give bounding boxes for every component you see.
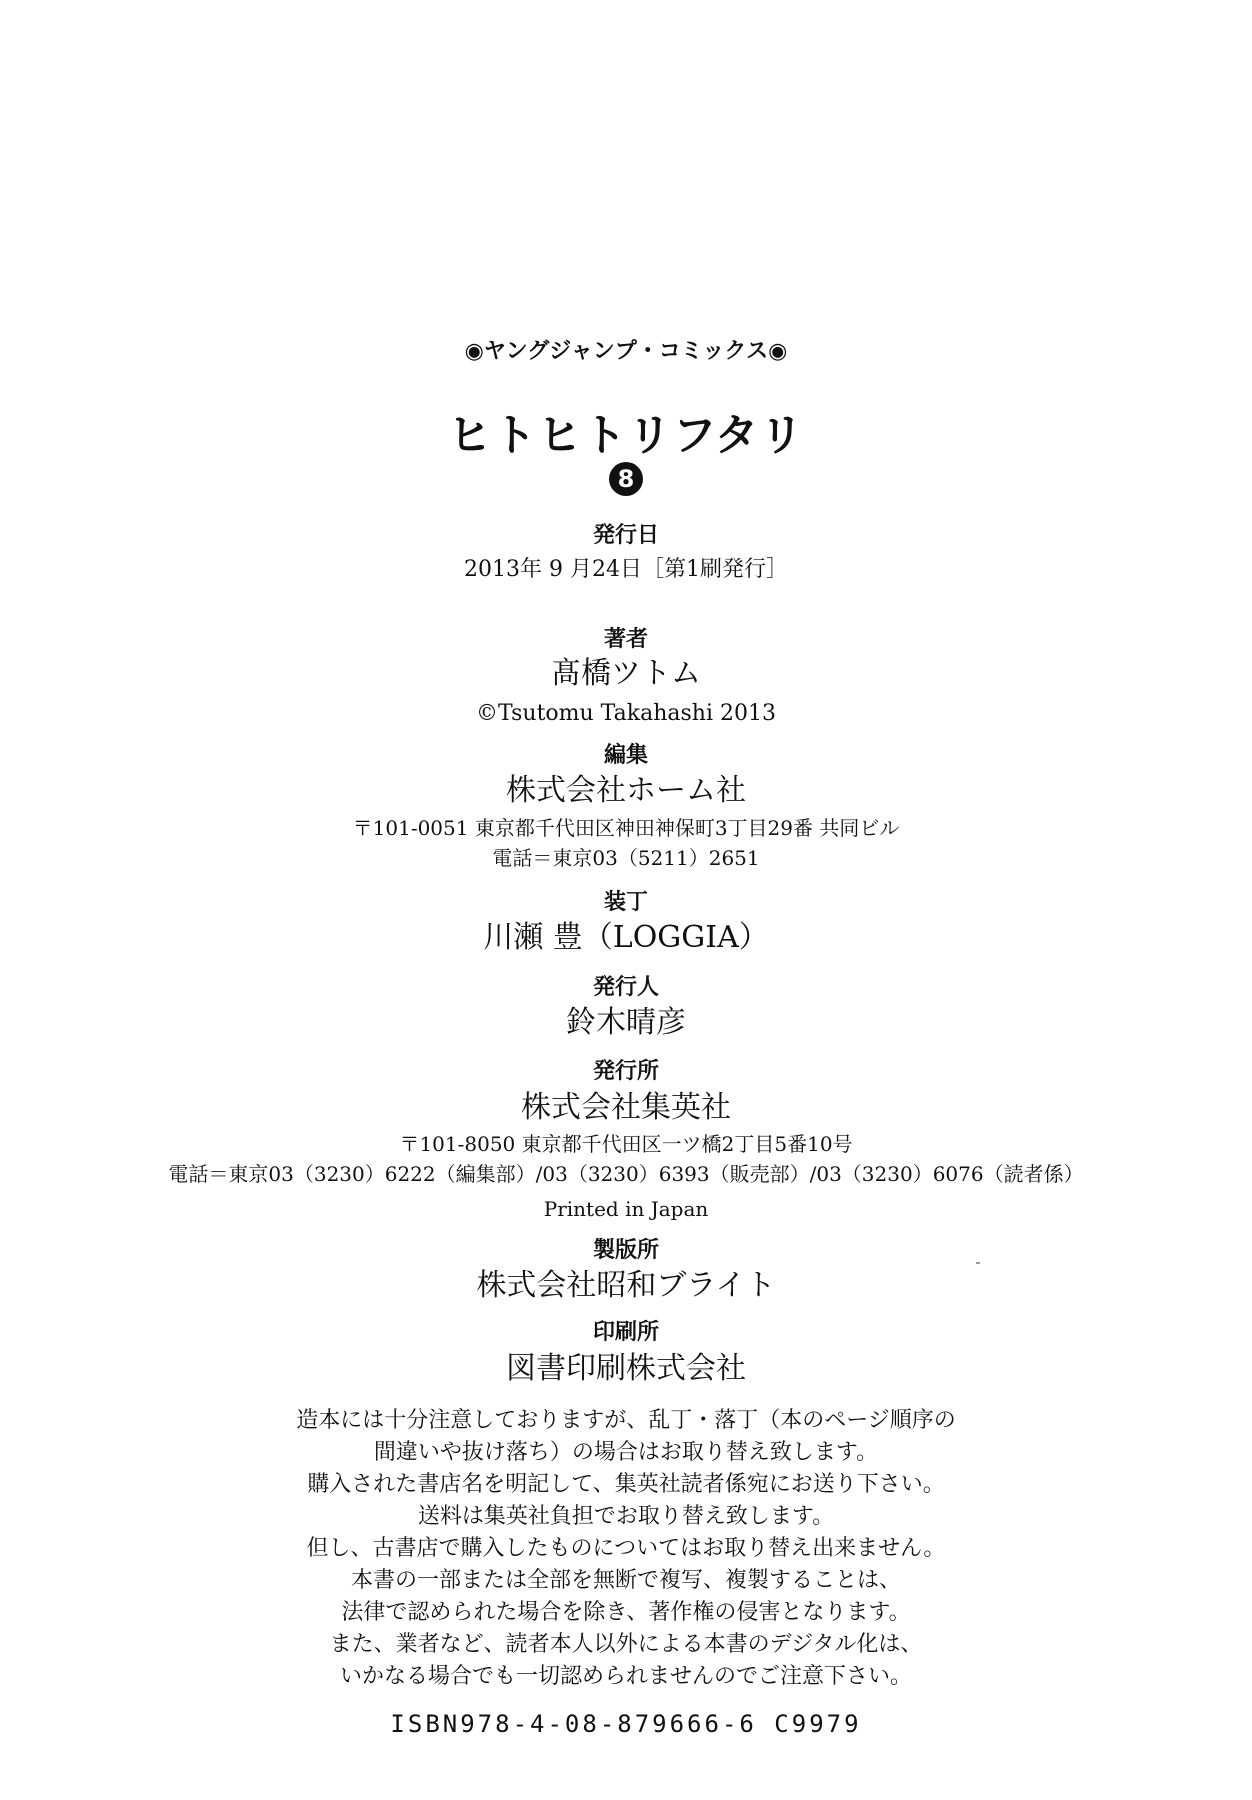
editing-company: 株式会社ホーム社 [506,773,746,808]
author-name: 髙橋ツトム [551,656,701,691]
notice-line: 本書の一部または全部を無断で複写、複製することは、 [350,1568,901,1593]
publisher-label: 発行所 [592,1059,659,1084]
scan-speck [976,1262,980,1264]
notice-line: 間違いや抜け落ち）の場合はお取り替え致します。 [373,1440,879,1465]
notice-line: 購入された書店名を明記して、集英社読者係宛にお送り下さい。 [307,1472,945,1497]
book-title: ヒトヒトリフタリ [447,410,805,461]
design-name: 川瀬 豊（LOGGIA） [483,920,769,955]
notice-line: いかなる場合でも一切認められませんのでご注意下さい。 [339,1664,912,1689]
series-label: ◉ヤングジャンプ・コミックス◉ [464,339,788,364]
editing-phone: 電話＝東京03（5211）2651 [492,846,760,870]
isbn-code: ISBN978-4-08-879666-6 C9979 [390,1710,862,1738]
notice-line: 送料は集英社負担でお取り替え致します。 [417,1504,835,1529]
printing-company: 図書印刷株式会社 [506,1351,746,1386]
editing-address: 〒101-0051 東京都千代田区神田神保町3丁目29番 共同ビル [352,816,900,840]
notice-line: 但し、古書店で購入したものについてはお取り替え出来ません。 [306,1536,946,1561]
publisher-address: 〒101-8050 東京都千代田区一ツ橋2丁目5番10号 [399,1132,853,1156]
volume-badge-wrap [0,462,1252,502]
printing-label: 印刷所 [592,1320,659,1345]
plate-making-company: 株式会社昭和ブライト [476,1268,776,1303]
publisher-company: 株式会社集英社 [521,1090,731,1125]
printed-in-japan: Printed in Japan [543,1197,709,1221]
author-label: 著者 [603,627,648,652]
publisher-person-name: 鈴木晴彦 [566,1005,686,1040]
volume-number-badge: 8 [609,462,643,496]
editing-label: 編集 [603,743,648,768]
notice-line: 造本には十分注意しておりますが、乱丁・落丁（本のページ順序の [296,1408,956,1433]
notice-line: 法律で認められた場合を除き、著作権の侵害となります。 [341,1600,911,1625]
author-copyright: ©Tsutomu Takahashi 2013 [476,701,776,726]
plate-making-label: 製版所 [592,1238,659,1263]
notice-line: また、業者など、読者本人以外による本書のデジタル化は、 [329,1632,923,1657]
publish-date-value: 2013年 9 月24日［第1刷発行］ [464,557,788,582]
design-label: 装丁 [603,890,648,915]
publisher-person-label: 発行人 [592,975,659,1000]
publisher-phone: 電話＝東京03（3230）6222（編集部）/03（3230）6393（販売部）/03（3230）6076（読者係） [168,1162,1084,1186]
publish-date-label: 発行日 [592,523,659,548]
